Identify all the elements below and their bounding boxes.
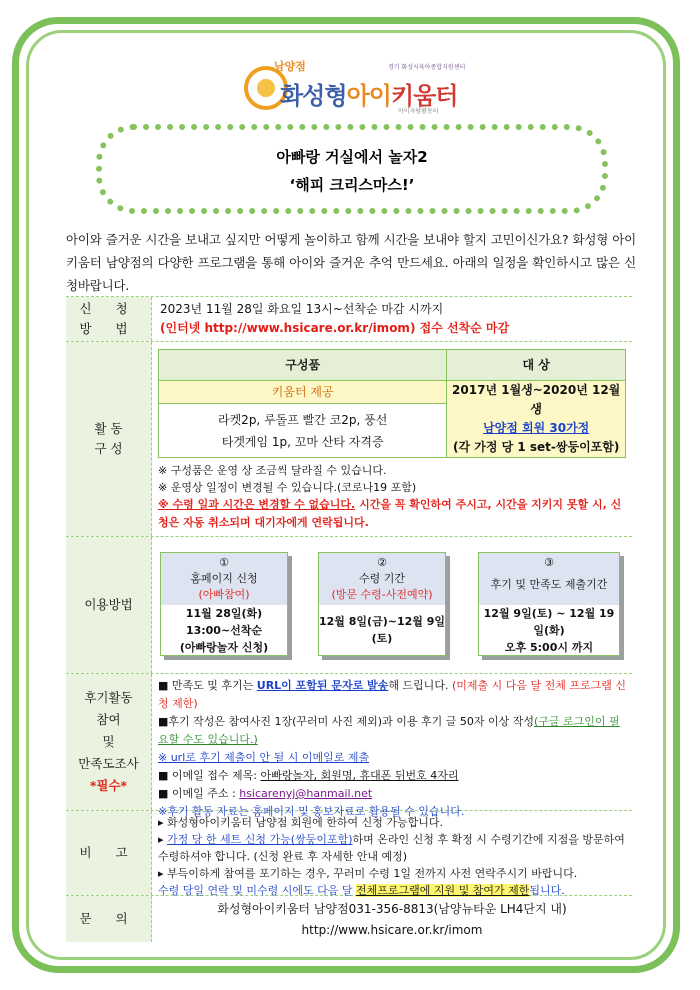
step-1 xyxy=(160,552,288,656)
step-3-num: ③ xyxy=(544,556,554,569)
review-line1 xyxy=(158,677,626,713)
row-contact xyxy=(66,896,632,942)
title-line1: 아빠랑 거실에서 놀자2 xyxy=(276,148,428,166)
review-line1-b: URL이 포함된 문자로 발송 xyxy=(256,679,389,692)
target-line3: (각 가정 당 1 set-쌍둥이포함) xyxy=(452,440,620,454)
kit-table xyxy=(158,349,626,458)
label-apply-1: 신 청 xyxy=(79,301,138,316)
step-3 xyxy=(478,552,620,656)
step-3-top xyxy=(479,553,619,605)
step-2-num: ② xyxy=(377,556,387,569)
step-3-title: 후기 및 만족도 제출기간 xyxy=(490,578,608,591)
review-line3: ※ url로 후기 제출이 안 될 시 이메일로 제출 xyxy=(158,751,370,764)
remark-3: ▸ 부득이하게 참여를 포기하는 경우, 꾸러미 수령 1일 전까지 사전 연락주시기 바랍니다. xyxy=(158,867,578,880)
activity-warning-a: ※ 수령 일과 시간은 변경할 수 없습니다. xyxy=(158,498,356,511)
step-1-title: 홈페이지 신청 xyxy=(190,572,258,585)
label-activity-1: 활 동 xyxy=(94,421,123,436)
review-line2-b: (구글 로그인이 필요할 수도 있습니다.) xyxy=(158,715,620,746)
kit-items xyxy=(159,404,447,458)
remark-1: ▸ 화성형아이키움터 남양점 회원에 한하여 신청 가능합니다. xyxy=(158,816,444,829)
label-contact xyxy=(66,896,152,942)
row-remarks xyxy=(66,811,632,896)
label-activity-2: 구 성 xyxy=(94,441,123,456)
usage-value xyxy=(152,537,632,673)
step-3-time: 오후 5:00시 까지 xyxy=(504,640,594,654)
review-line4-a: ■ 이메일 접수 제목: xyxy=(158,769,261,782)
step-2-sub: (방문 수령-사전예약) xyxy=(331,588,433,601)
intro-text: 아이와 즐거운 시간을 보내고 싶지만 어떻게 놀이하고 함께 시간을 보내야 할지 고민이신가요? 화성형 아이키움터 남양점의 다양한 프로그램을 통해 아이와 즐거운 추억 만드세요. 아래의 일정을 확인하시고 많은 신청바랍니다. xyxy=(66,232,636,293)
review-line2-a: ■후기 작성은 참여사진 1장(꾸러미 사진 제외)과 이용 후기 글 50자 이상 작성 xyxy=(158,715,534,728)
label-apply xyxy=(66,297,152,341)
kit-items-2: 타겟게임 1p, 꼬마 산타 자격증 xyxy=(221,434,384,449)
center-logo xyxy=(244,52,494,116)
review-line1-c: 해 드립니다. xyxy=(388,679,452,692)
remark-2-b: 가정 당 한 세트 신청 가능(쌍둥이포함) xyxy=(167,833,353,846)
label-review-5: *필수* xyxy=(89,778,128,793)
remark-2-a: ▸ xyxy=(158,833,168,846)
label-activity xyxy=(66,342,152,536)
contact-value xyxy=(152,896,632,942)
review-line4-b: 아빠랑놀자, 회원명, 휴대폰 뒤번호 4자리 xyxy=(260,769,459,782)
label-usage: 이용방법 xyxy=(66,537,152,673)
step-1-sub: (아빠참여) xyxy=(198,588,250,601)
logo-name-a: 화성형 xyxy=(280,82,347,110)
step-1-time: 13:00~선착순 xyxy=(185,623,263,637)
row-usage xyxy=(66,537,632,674)
step-1-bottom xyxy=(161,605,287,655)
remark-4-b: 전체프로그램에 지원 및 참여가 제한 xyxy=(356,884,530,897)
info-table xyxy=(66,296,632,942)
remark-4-c: 됩니다. xyxy=(529,884,565,897)
step-2 xyxy=(318,552,446,656)
label-review-3: 및 xyxy=(102,734,115,749)
activity-note1: ※ 구성품은 운영 상 조금씩 달라질 수 있습니다. xyxy=(158,464,387,477)
step-1-top xyxy=(161,553,287,605)
review-line6: ※후기 활동 자료는 홈페이지 및 홍보자료로 활용될 수 있습니다. xyxy=(158,805,465,818)
steps xyxy=(158,540,626,658)
contact-url[interactable]: http://www.hsicare.or.kr/imom xyxy=(301,923,483,937)
step-2-date: 12월 8일(금)~12월 9일(토) xyxy=(319,615,445,645)
row-activity xyxy=(66,342,632,537)
kit-items-1: 라켓2p, 루돌프 빨간 코2p, 풍선 xyxy=(218,412,388,427)
activity-warning xyxy=(158,496,626,532)
logo-name-c: 키움터 xyxy=(390,82,458,110)
kit-header: 구성품 xyxy=(159,350,447,381)
title-box xyxy=(96,124,608,214)
activity-warning-b: 시간을 꼭 확인하여 주시고, 시간을 지키지 못할 시, 신청은 자동 취소되며 대기자에게 연락됩니다. xyxy=(158,498,622,529)
label-review-4: 만족도조사 xyxy=(78,756,139,771)
label-remarks xyxy=(66,811,152,895)
title-line2: ‘해피 크리스마스!’ xyxy=(289,176,415,194)
logo-name-b: 아이 xyxy=(346,82,391,110)
step-1-note: (아빠랑놀자 신청) xyxy=(179,640,269,654)
step-3-bottom xyxy=(479,605,619,655)
logo-sub: 아이자람활동터 xyxy=(398,108,439,115)
step-1-date: 11월 28일(화) xyxy=(185,606,263,620)
label-review-2: 참여 xyxy=(96,712,121,727)
target-header: 대 상 xyxy=(447,350,626,381)
activity-value xyxy=(152,342,632,536)
label-review xyxy=(66,674,152,810)
step-2-title: 수령 기간 xyxy=(358,572,405,585)
contact-line1: 화성형아이키움터 남양점031-356-8813(남양뉴타운 LH4단지 내) xyxy=(217,902,567,916)
apply-line2: (인터넷 http://www.hsicare.or.kr/imom) 접수 선착순 마감 xyxy=(160,321,510,335)
target-line2: 남양점 회원 30가정 xyxy=(483,421,590,435)
remark-2 xyxy=(158,831,626,865)
label-remarks-text: 비 고 xyxy=(79,845,138,860)
remark-2-c: 하며 온라인 신청 후 확정 시 수령기간에 지점을 방문하여 수령하셔야 합니다. (신청 완료 후 자세한 안내 예정) xyxy=(158,833,625,863)
review-line2 xyxy=(158,713,626,749)
target-cell xyxy=(447,381,626,458)
row-review xyxy=(66,674,632,818)
email-link[interactable]: hsicarenyj@hanmail.net xyxy=(239,787,373,800)
review-value xyxy=(152,674,632,818)
step-2-top xyxy=(319,553,445,605)
label-apply-2: 방 법 xyxy=(79,321,138,336)
label-contact-text: 문 의 xyxy=(79,911,138,926)
logo-branch: 남양점 xyxy=(274,60,306,73)
row-apply xyxy=(66,297,632,342)
activity-note2: ※ 운영상 일정이 변경될 수 있습니다.(코로나19 포함) xyxy=(158,481,417,494)
label-review-1: 후기활동 xyxy=(84,690,133,705)
target-line1: 2017년 1월생~2020년 12월생 xyxy=(452,383,621,416)
review-line5 xyxy=(158,785,626,803)
step-2-bottom xyxy=(319,605,445,655)
review-line1-d: (미제출 시 다음 달 전체 프로그램 신청 제한) xyxy=(158,679,626,710)
remarks-value xyxy=(152,811,632,895)
review-line4 xyxy=(158,767,626,785)
step-3-date: 12월 9일(토) ~ 12월 19일(화) xyxy=(483,606,615,637)
review-line1-a: ■ 만족도 및 후기는 xyxy=(158,679,257,692)
apply-line1: 2023년 11월 28일 화요일 13시~선착순 마감 시까지 xyxy=(160,302,444,316)
logo-org: 경기 화성시육아종합지원센터 xyxy=(388,64,466,71)
kit-provided: 키움터 제공 xyxy=(159,381,447,404)
remark-4-a: 수령 당일 연락 및 미수령 시에도 다음 달 xyxy=(158,884,356,897)
apply-value xyxy=(152,297,632,341)
step-1-num: ① xyxy=(219,556,229,569)
review-line5-a: ■ 이메일 주소 : xyxy=(158,787,240,800)
